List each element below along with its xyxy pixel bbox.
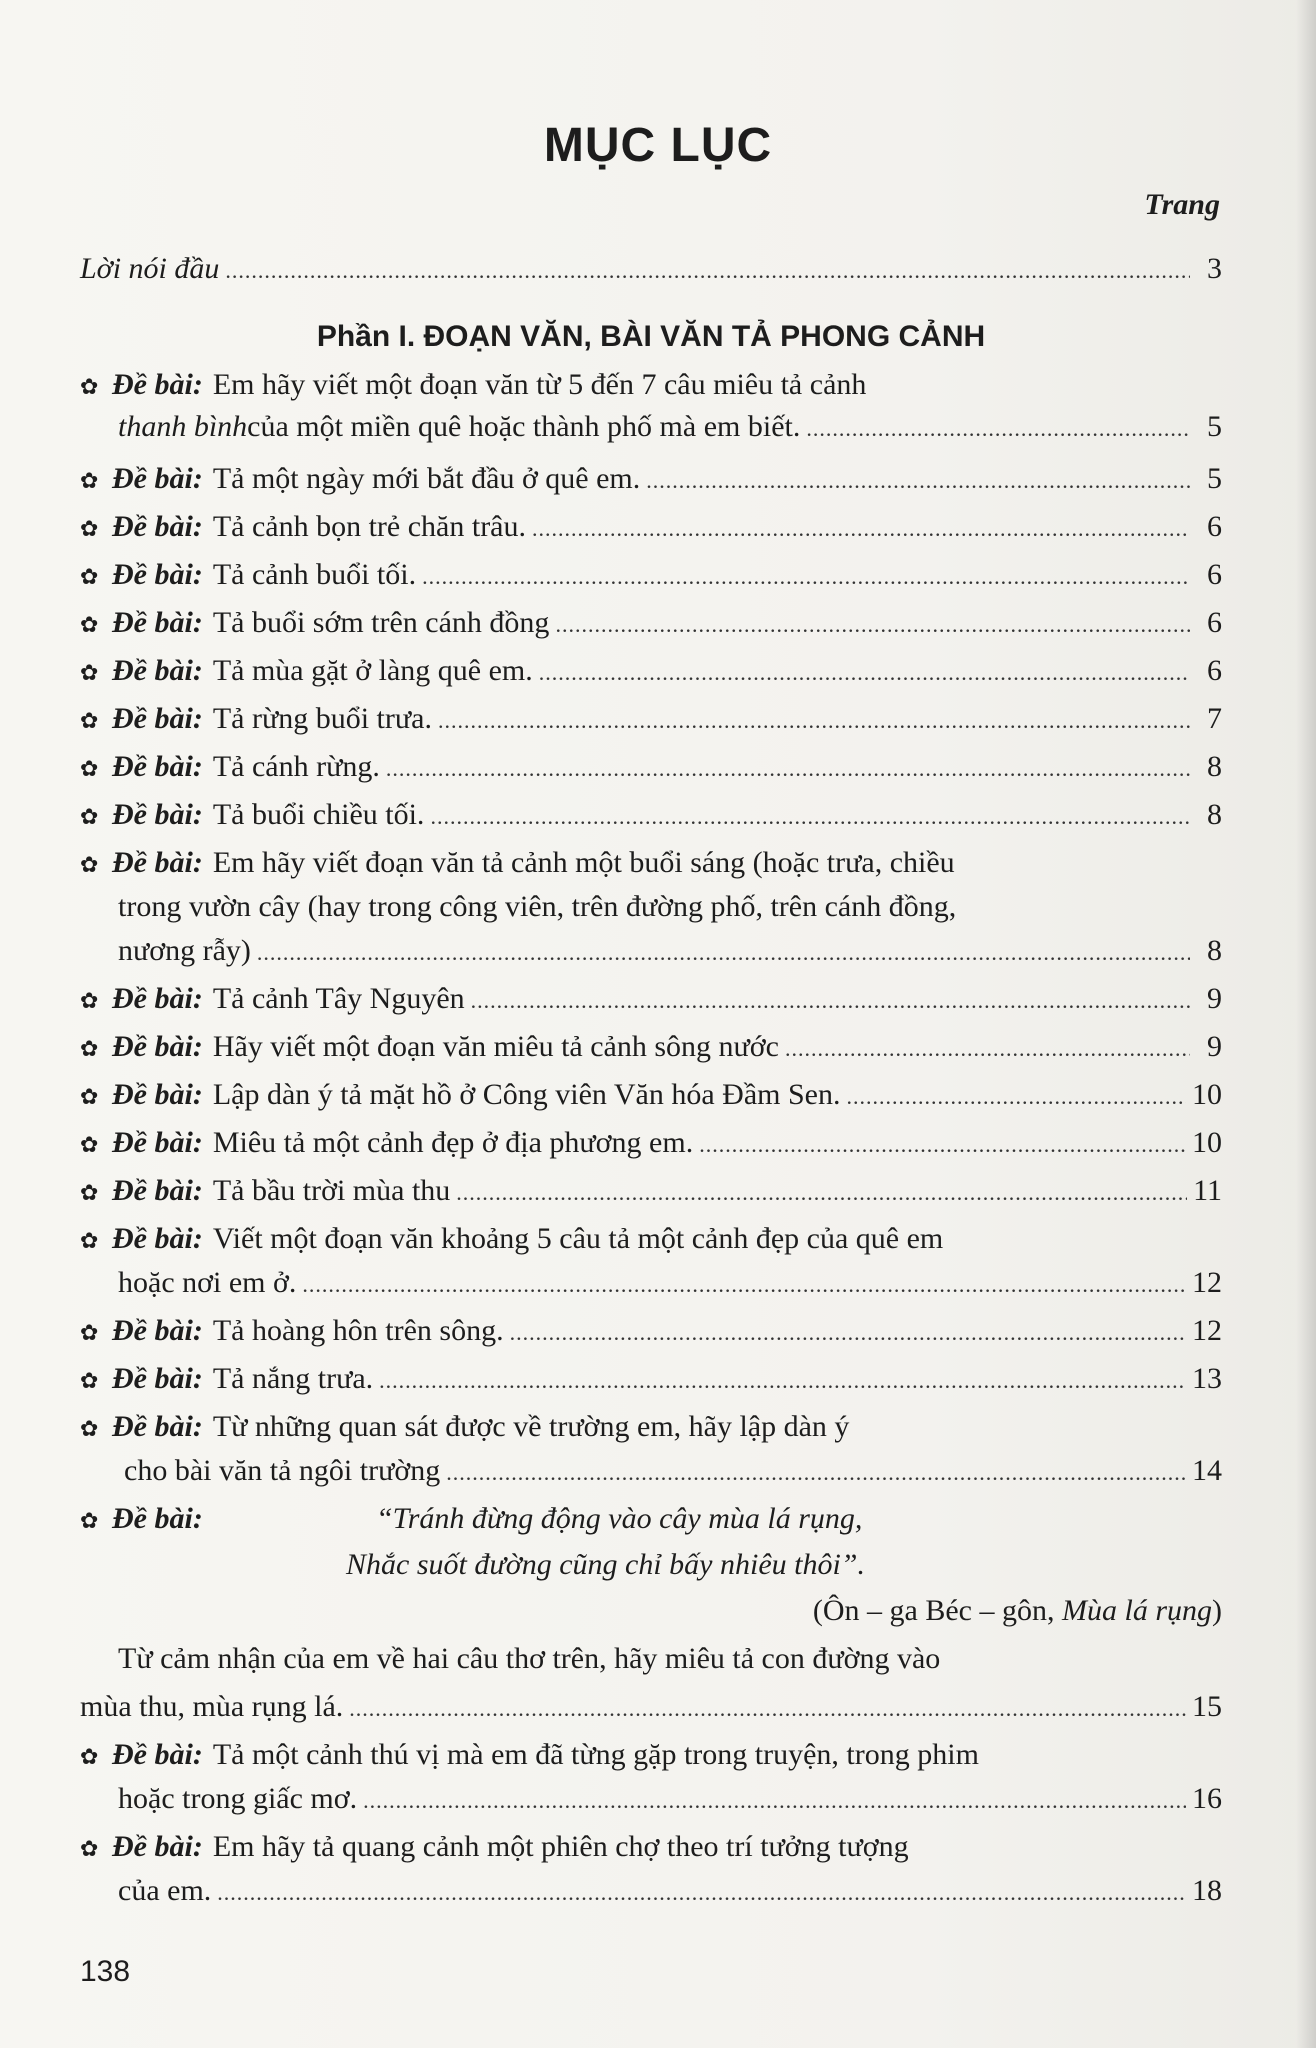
entry-label: Đề bài:	[112, 1174, 203, 1207]
entry-page: 12	[1192, 1266, 1222, 1299]
entry-page: 10	[1192, 1126, 1222, 1159]
dot-leader	[646, 468, 1190, 494]
star-bullet-icon: ✿	[80, 517, 99, 542]
toc-entry[interactable]	[80, 462, 1222, 502]
toc-entry-continuation	[80, 1266, 1222, 1306]
entry-label: Đề bài:	[112, 654, 203, 687]
dot-leader	[430, 804, 1190, 830]
entry-text: Tả bầu trời mùa thu	[212, 1174, 451, 1207]
toc-entry[interactable]	[80, 1030, 1222, 1070]
entry-label: Đề bài:	[112, 1362, 203, 1395]
entry-page: 6	[1207, 510, 1222, 543]
entry-text: Tả cảnh buổi tối.	[212, 558, 417, 591]
star-bullet-icon: ✿	[80, 1085, 99, 1110]
page-column-label: Trang	[1144, 188, 1220, 221]
star-bullet-icon: ✿	[80, 757, 99, 782]
entry-text: Tả rừng buổi trưa.	[212, 702, 432, 735]
entry-page: 9	[1207, 982, 1222, 1015]
entry-label: Đề bài:	[112, 1502, 203, 1535]
entry-page: 13	[1192, 1362, 1222, 1395]
poem-line-1: “Tránh đừng động vào cây mùa lá rụng,	[376, 1502, 863, 1535]
entry-text: Em hãy tả quang cảnh một phiên chợ theo trí tưởng tượng	[212, 1830, 909, 1863]
entry-text: Em hãy viết một đoạn văn từ 5 đến 7 câu miêu tả cảnh	[212, 368, 867, 401]
star-bullet-icon: ✿	[80, 1369, 99, 1394]
entry-label: Đề bài:	[112, 1738, 203, 1771]
toc-entry[interactable]	[80, 654, 1222, 694]
dot-leader	[699, 1132, 1186, 1158]
toc-entry-continuation	[80, 1642, 1260, 1682]
dot-leader	[217, 1880, 1186, 1906]
dot-leader	[302, 1272, 1186, 1298]
entry-text: cho bài văn tả ngôi trường	[124, 1454, 441, 1487]
entry-page: 6	[1207, 606, 1222, 639]
page-number: 138	[80, 1955, 131, 1988]
toc-entry[interactable]	[80, 1738, 1222, 1778]
toc-entry[interactable]	[80, 368, 1222, 408]
dot-leader	[446, 1460, 1186, 1486]
dot-leader	[532, 516, 1190, 542]
source-title: Mùa lá rụng	[1062, 1594, 1212, 1627]
star-bullet-icon: ✿	[80, 989, 99, 1014]
star-bullet-icon: ✿	[80, 565, 99, 590]
star-bullet-icon: ✿	[80, 1509, 99, 1534]
dot-leader	[438, 708, 1190, 734]
entry-label: Đề bài:	[112, 1830, 203, 1863]
toc-entry-continuation	[80, 1874, 1222, 1914]
dot-leader	[456, 1180, 1187, 1206]
entry-label: Đề bài:	[112, 798, 203, 831]
star-bullet-icon: ✿	[80, 375, 99, 400]
entry-text: của một miền quê hoặc thành phố mà em biết.	[247, 410, 801, 443]
entry-page: 7	[1207, 702, 1222, 735]
toc-entry[interactable]	[80, 606, 1222, 646]
entry-text: hoặc trong giấc mơ.	[118, 1782, 358, 1815]
star-bullet-icon: ✿	[80, 1321, 99, 1346]
entry-text: Em hãy viết đoạn văn tả cảnh một buổi sáng (hoặc trưa, chiều	[212, 846, 955, 879]
entry-page: 11	[1193, 1174, 1222, 1207]
dot-leader	[510, 1320, 1186, 1346]
toc-entry-intro[interactable]	[80, 252, 1222, 292]
toc-entry[interactable]	[80, 1314, 1222, 1354]
entry-label: Đề bài:	[112, 1126, 203, 1159]
entry-label: Đề bài:	[112, 368, 203, 401]
entry-text: hoặc nơi em ở.	[118, 1266, 297, 1299]
section-title: Phần I. ĐOẠN VĂN, BÀI VĂN TẢ PHONG CẢNH	[316, 320, 986, 353]
entry-page: 8	[1207, 934, 1222, 967]
dot-leader	[386, 756, 1190, 782]
entry-label: Đề bài:	[112, 1078, 203, 1111]
toc-entry[interactable]	[80, 558, 1222, 598]
star-bullet-icon: ✿	[80, 709, 99, 734]
toc-entry[interactable]	[80, 702, 1222, 742]
entry-page: 6	[1207, 654, 1222, 687]
toc-entry-continuation	[80, 1782, 1222, 1822]
star-bullet-icon: ✿	[80, 1837, 99, 1862]
entry-label: Đề bài:	[112, 1314, 203, 1347]
toc-entry[interactable]	[80, 1078, 1222, 1118]
star-bullet-icon: ✿	[80, 1417, 99, 1442]
entry-label: Đề bài:	[112, 982, 203, 1015]
entry-page: 14	[1192, 1454, 1222, 1487]
toc-entry-continuation	[80, 890, 1260, 930]
entry-text: trong vườn cây (hay trong công viên, trên đường phố, trên cánh đồng,	[118, 890, 957, 923]
entry-page: 6	[1207, 558, 1222, 591]
source-end: )	[1212, 1594, 1222, 1627]
entry-label: Đề bài:	[112, 1030, 203, 1063]
entry-text: Lập dàn ý tả mặt hồ ở Công viên Văn hóa Đầm Sen.	[212, 1078, 841, 1111]
entry-page: 15	[1192, 1690, 1222, 1723]
entry-text: Tả cánh rừng.	[212, 750, 380, 783]
entry-label: Đề bài:	[112, 606, 203, 639]
page-title: MỤC LỤC	[543, 119, 773, 172]
entry-text: Tả hoàng hôn trên sông.	[212, 1314, 504, 1347]
toc-entry[interactable]	[80, 982, 1222, 1022]
dot-leader	[363, 1788, 1186, 1814]
toc-entry[interactable]	[80, 1222, 1222, 1262]
entry-text: Tả mùa gặt ở làng quê em.	[212, 654, 533, 687]
entry-text: Tả cảnh bọn trẻ chăn trâu.	[212, 510, 526, 543]
entry-label: Đề bài:	[112, 558, 203, 591]
entry-page: 8	[1207, 750, 1222, 783]
toc-entry[interactable]	[80, 1362, 1222, 1402]
entry-text: Từ những quan sát được về trường em, hãy lập dàn ý	[212, 1410, 850, 1443]
toc-entry[interactable]	[80, 798, 1222, 838]
entry-page: 5	[1207, 410, 1222, 443]
toc-entry-continuation	[80, 1690, 1222, 1730]
toc-entry[interactable]	[80, 1830, 1222, 1870]
entry-page: 9	[1207, 1030, 1222, 1063]
entry-text: Từ cảm nhận của em về hai câu thơ trên, hãy miêu tả con đường vào	[118, 1642, 941, 1675]
entry-text: nương rẫy)	[118, 934, 251, 967]
entry-text-italic: thanh bình	[118, 410, 248, 443]
dot-leader	[539, 660, 1190, 686]
star-bullet-icon: ✿	[80, 613, 99, 638]
star-bullet-icon: ✿	[80, 469, 99, 494]
entry-text: Hãy viết một đoạn văn miêu tả cảnh sông nước	[212, 1030, 779, 1063]
dot-leader	[225, 258, 1190, 284]
entry-page: 3	[1207, 252, 1222, 285]
entry-text: mùa thu, mùa rụng lá.	[80, 1690, 344, 1723]
entry-page: 16	[1192, 1782, 1222, 1815]
page-edge-shadow	[1296, 0, 1316, 2048]
dot-leader	[471, 988, 1190, 1014]
entry-label: Đề bài:	[112, 750, 203, 783]
toc-entry[interactable]	[80, 1174, 1222, 1214]
toc-entry[interactable]	[80, 1410, 1222, 1450]
entry-page: 18	[1192, 1874, 1222, 1907]
dot-leader	[785, 1036, 1190, 1062]
star-bullet-icon: ✿	[80, 1133, 99, 1158]
entry-text: của em.	[118, 1874, 212, 1907]
dot-leader	[847, 1084, 1187, 1110]
entry-text: Viết một đoạn văn khoảng 5 câu tả một cảnh đẹp của quê em	[212, 1222, 944, 1255]
star-bullet-icon: ✿	[80, 1181, 99, 1206]
star-bullet-icon: ✿	[80, 1745, 99, 1770]
star-bullet-icon: ✿	[80, 853, 99, 878]
toc-entry[interactable]	[80, 846, 1222, 886]
toc-entry[interactable]	[80, 1126, 1222, 1166]
entry-text: Tả nắng trưa.	[212, 1362, 374, 1395]
dot-leader	[349, 1696, 1186, 1722]
entry-label: Đề bài:	[112, 1410, 203, 1443]
entry-text: Tả một cảnh thú vị mà em đã từng gặp trong truyện, trong phim	[212, 1738, 979, 1771]
entry-label: Đề bài:	[112, 510, 203, 543]
source-author: (Ôn – ga Béc – gôn,	[812, 1594, 1062, 1627]
entry-text: Tả cảnh Tây Nguyên	[212, 982, 465, 1015]
dot-leader	[806, 416, 1190, 442]
entry-page: 12	[1192, 1314, 1222, 1347]
entry-label: Đề bài:	[112, 846, 203, 879]
poem-source	[813, 1594, 1222, 1628]
entry-text: Tả buổi chiều tối.	[212, 798, 425, 831]
star-bullet-icon: ✿	[80, 1229, 99, 1254]
entry-label: Đề bài:	[112, 1222, 203, 1255]
dot-leader	[257, 940, 1190, 966]
toc-entry[interactable]	[80, 750, 1222, 790]
entry-text: Lời nói đầu	[80, 252, 220, 285]
entry-page: 8	[1207, 798, 1222, 831]
dot-leader	[379, 1368, 1186, 1394]
entry-text: Miêu tả một cảnh đẹp ở địa phương em.	[212, 1126, 694, 1159]
entry-text: Tả buổi sớm trên cánh đồng	[212, 606, 550, 639]
star-bullet-icon: ✿	[80, 1037, 99, 1062]
dot-leader	[555, 612, 1190, 638]
toc-entry-continuation	[80, 1454, 1222, 1494]
toc-entry-continuation	[80, 410, 1222, 450]
toc-entry[interactable]	[80, 510, 1222, 550]
star-bullet-icon: ✿	[80, 805, 99, 830]
poem-line-2: Nhắc suốt đường cũng chỉ bấy nhiêu thôi”.	[346, 1548, 865, 1581]
entry-page: 10	[1192, 1078, 1222, 1111]
dot-leader	[422, 564, 1190, 590]
entry-label: Đề bài:	[112, 702, 203, 735]
entry-page: 5	[1207, 462, 1222, 495]
entry-text: Tả một ngày mới bắt đầu ở quê em.	[212, 462, 641, 495]
toc-entry-continuation	[80, 934, 1222, 974]
star-bullet-icon: ✿	[80, 661, 99, 686]
entry-label: Đề bài:	[112, 462, 203, 495]
